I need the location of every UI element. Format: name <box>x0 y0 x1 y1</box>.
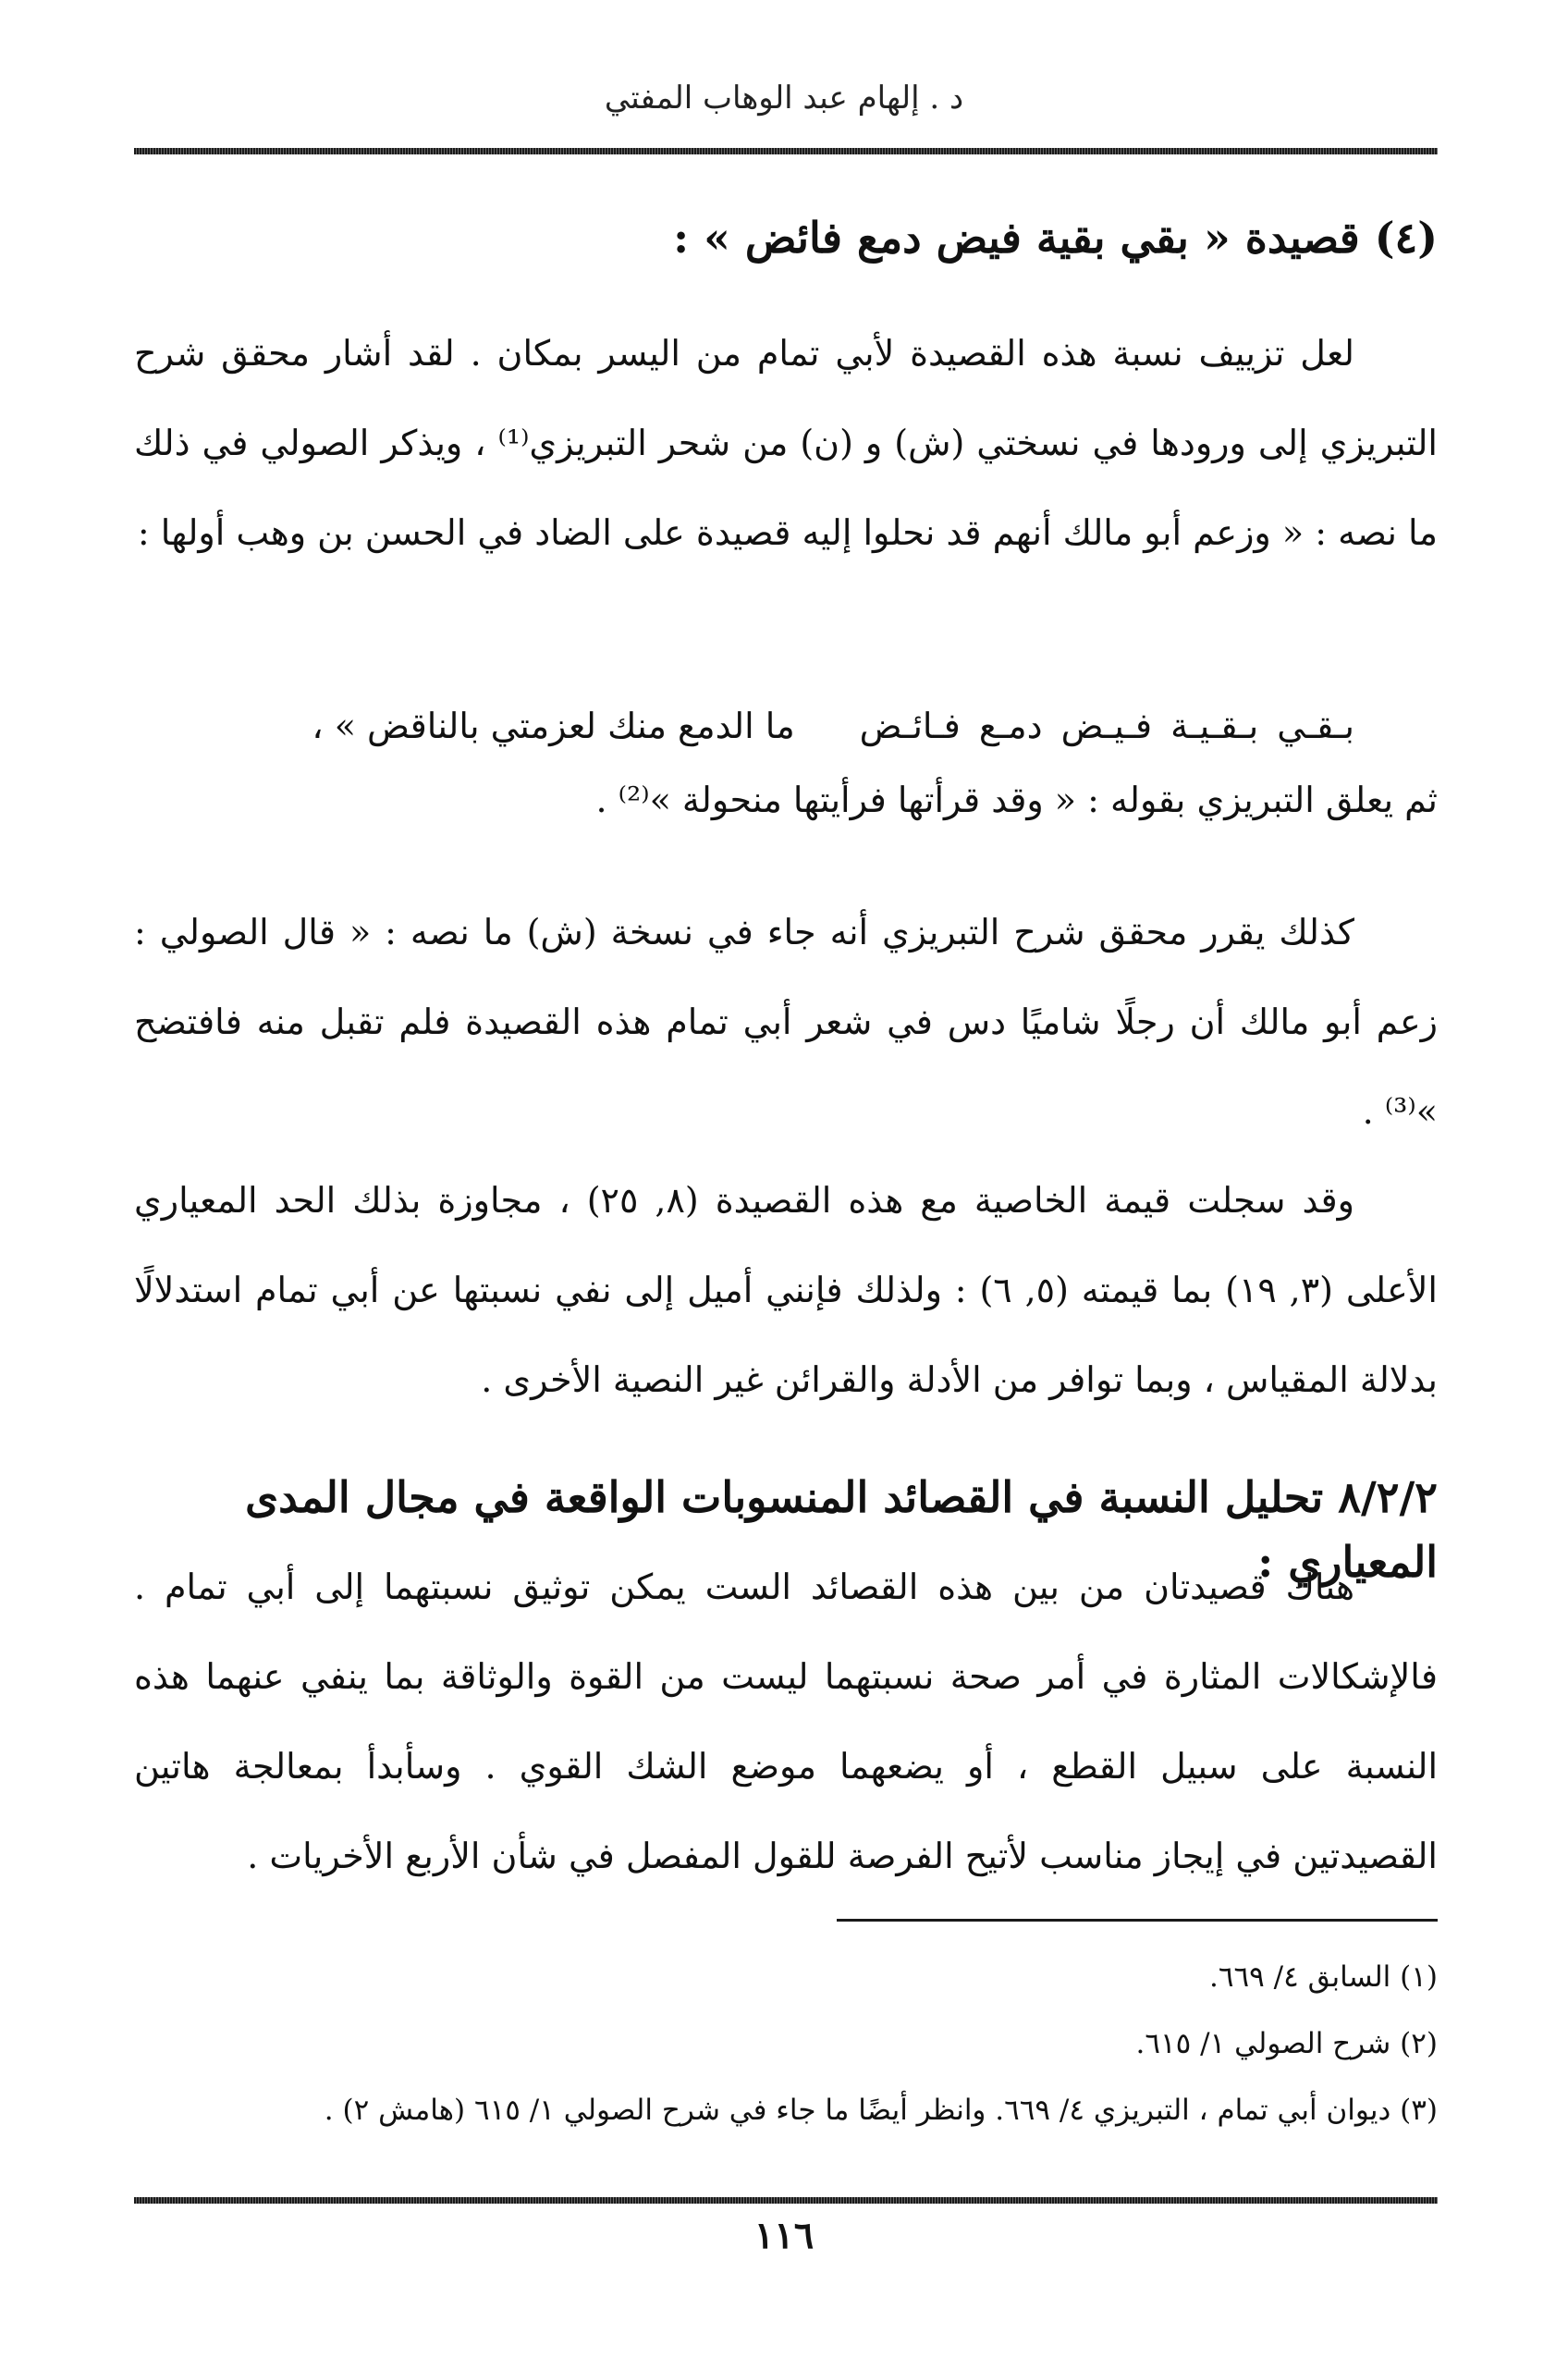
section-4-paragraph-1: لعل تزييف نسبة هذه القصيدة لأبي تمام من اليسر بمكان . لقد أشار محقق شرح التبريزي إلى ورودها في نسختي (ش) و (ن) من شحر التبريزي⁽¹⁾ ، ويذكر الصولي في ذلك ما نصه : « وزعم أبو مالك أنهم قد نحلوا إليه قصيدة على الضاد في الحسن بن وهب أولها : <box>134 333 1438 553</box>
section-4-heading: (٤) قصيدة « بقي بقية فيض دمع فائض » : <box>673 213 1438 263</box>
section-4-paragraph-1-block <box>134 309 1438 578</box>
section-8-paragraph-1: هناك قصيدتان من بين هذه القصائد الست يمكن توثيق نسبتهما إلى أبي تمام . فالإشكالات المثارة في أمر صحة نسبتهما ليست من القوة والوثاقة بما ينفي عنهما هذه النسبة على سبيل القطع ، أو يضعهما موضع الشك القوي . وسأبدأ بمعالجة هاتين القصيدتين في إيجاز مناسب لأتيح الفرصة للقول المفصل في شأن الأربع الأخريات . <box>134 1566 1438 1876</box>
verse-block <box>134 689 1438 837</box>
section-4-paragraph-2-block <box>134 888 1438 1157</box>
page-number: ١١٦ <box>753 2214 815 2257</box>
footnote-2: (٢) شرح الصولي ١/ ٦١٥. <box>1135 2027 1438 2060</box>
section-4-paragraph-3: وقد سجلت قيمة الخاصية مع هذه القصيدة (٨, ٢٥) ، مجاوزة بذلك الحد المعياري الأعلى (٣, ١٩) بما قيمته (٥, ٦) : ولذلك فإنني أميل إلى نفي نسبتها عن أبي تمام استدلالًا بدلالة المقياس ، وبما توافر من الأدلة والقرائن غير النصية الأخرى . <box>134 1180 1438 1400</box>
section-4-paragraph-2: كذلك يقرر محقق شرح التبريزي أنه جاء في نسخة (ش) ما نصه : « قال الصولي : زعم أبو مالك أن رجلًا شاميًا دس في شعر أبي تمام هذه القصيدة فلم تقبل منه فافتضح »⁽³⁾ . <box>134 912 1438 1132</box>
footnote-1: (١) السابق ٤/ ٦٦٩. <box>1209 1960 1438 1994</box>
footer-rule <box>134 2197 1438 2204</box>
section-4-paragraph-3-block <box>134 1156 1438 1425</box>
header-rule <box>134 148 1438 154</box>
verse-commentary: ثم يعلق التبريزي بقوله : « وقد قرأتها فرأيتها منحولة »⁽²⁾ . <box>595 780 1438 820</box>
verse-hemistich-first: بـقـي بـقـيـة فـيـض دمـع فـائـض <box>859 706 1354 746</box>
verse-hemistich-second: ما الدمع منك لعزمتي بالناقض » ، <box>312 706 795 746</box>
running-head: د . إلهام عبد الوهاب المفتي <box>604 80 964 117</box>
section-8-paragraph-1-block <box>134 1542 1438 1901</box>
footnotes <box>134 1944 1438 2144</box>
footnote-separator <box>837 1919 1438 1922</box>
footnote-3: (٣) ديوان أبي تمام ، التبريزي ٤/ ٦٦٩. وانظر أيضًا ما جاء في شرح الصولي ١/ ٦١٥ (هامش ٢) . <box>324 2094 1438 2127</box>
verse-line <box>134 689 1438 763</box>
section-8-2-2-heading: ٨/٢/٢ تحليل النسبة في القصائد المنسوبات الواقعة في مجال المدى المعياري : <box>245 1472 1438 1587</box>
